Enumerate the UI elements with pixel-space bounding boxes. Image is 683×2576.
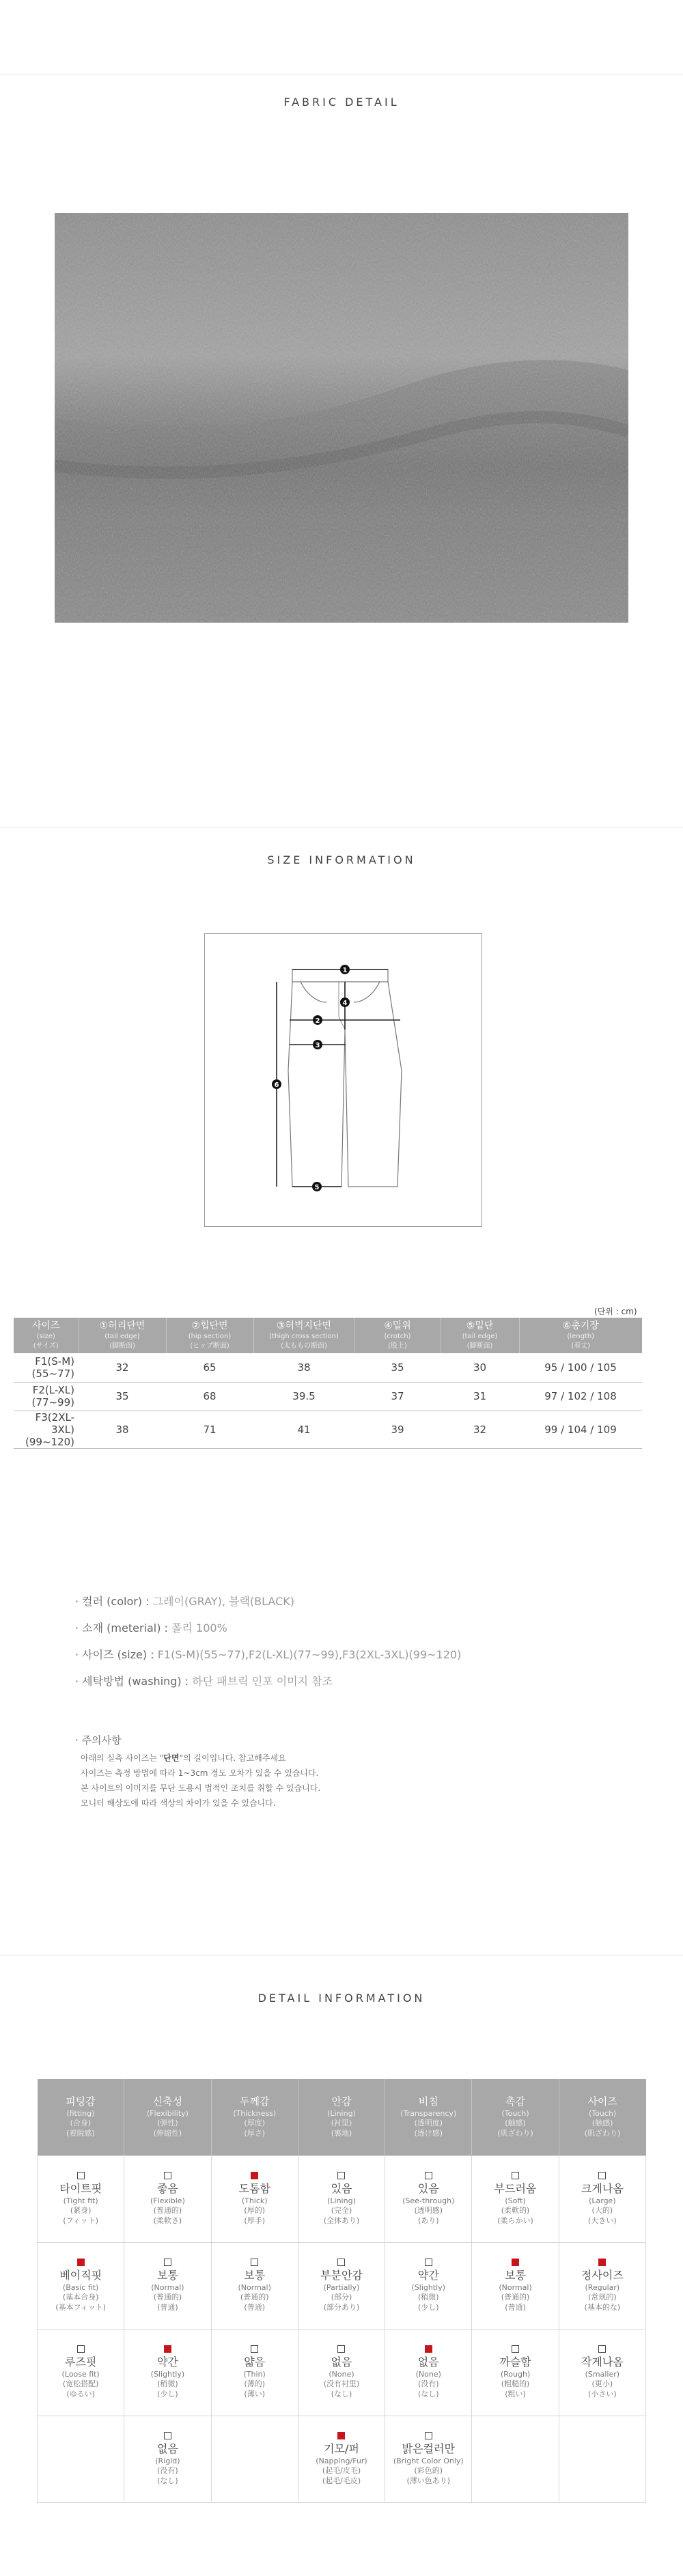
option-translation: (小さい) bbox=[588, 2389, 617, 2398]
option-translation: (基本フィット) bbox=[55, 2302, 106, 2312]
option-translation: (あり) bbox=[417, 2216, 439, 2225]
checked-checkbox bbox=[251, 2172, 258, 2179]
size-table bbox=[14, 1318, 642, 1449]
detail-cell bbox=[211, 2416, 298, 2502]
option-translation: (普通) bbox=[505, 2302, 526, 2312]
detail-header-transparency: 비침 (Transparency) (透明度) (透け感) bbox=[385, 2079, 472, 2155]
unchecked-checkbox bbox=[337, 2345, 345, 2353]
option-label: 보통 bbox=[156, 2269, 178, 2282]
hip-value: 71 bbox=[166, 1411, 253, 1448]
detail-cell bbox=[298, 2155, 385, 2242]
option-translation: (Slightly) bbox=[411, 2282, 446, 2292]
spec-color: · 컬러 (color) : 그레이(GRAY), 블랙(BLACK) bbox=[75, 1595, 294, 1608]
option-label: 보통 bbox=[244, 2269, 266, 2282]
size-table-header bbox=[14, 1318, 642, 1353]
detail-cell bbox=[211, 2329, 298, 2416]
option-label: 도톰함 bbox=[238, 2182, 270, 2196]
option-translation: (柔軟的) bbox=[501, 2206, 530, 2216]
option-translation: (少し) bbox=[417, 2302, 439, 2312]
checked-checkbox bbox=[512, 2259, 519, 2266]
option-translation: (Loose fit) bbox=[61, 2369, 100, 2379]
detail-information-title: DETAIL INFORMATION bbox=[257, 1992, 426, 2005]
option-label: 약간 bbox=[417, 2269, 439, 2282]
option-translation: (Large) bbox=[589, 2196, 616, 2205]
option-label: 약간 bbox=[156, 2355, 178, 2369]
unchecked-checkbox bbox=[512, 2172, 519, 2179]
option-translation: (薄的) bbox=[244, 2379, 265, 2389]
header-hem: ⑤밑단 (tail edge) (脚断面) bbox=[441, 1318, 519, 1353]
detail-cell bbox=[124, 2416, 211, 2502]
detail-cell bbox=[559, 2242, 645, 2329]
detail-cell bbox=[124, 2155, 211, 2242]
option-translation: (Flexible) bbox=[150, 2196, 185, 2205]
option-label: 없음 bbox=[331, 2355, 352, 2369]
thigh-value: 39.5 bbox=[253, 1382, 354, 1411]
header-waist: ①허리단면 (tail edge) (脚断面) bbox=[79, 1318, 166, 1353]
option-translation: (None) bbox=[415, 2369, 441, 2379]
option-label: 없음 bbox=[417, 2355, 439, 2369]
option-translation: (基本合身) bbox=[62, 2293, 99, 2302]
option-translation: (稍微) bbox=[157, 2379, 178, 2389]
option-translation: (Partially) bbox=[323, 2282, 360, 2292]
detail-cell bbox=[385, 2329, 472, 2416]
unchecked-checkbox bbox=[164, 2172, 171, 2179]
pants-measurement-diagram bbox=[204, 933, 482, 1227]
marker-5: 5 bbox=[314, 1184, 320, 1191]
unchecked-checkbox bbox=[337, 2172, 345, 2179]
option-label: 작게나옴 bbox=[581, 2355, 624, 2369]
marker-2: 2 bbox=[315, 1017, 320, 1025]
unchecked-checkbox bbox=[425, 2172, 432, 2179]
unchecked-checkbox bbox=[598, 2172, 606, 2179]
option-label: 좋음 bbox=[156, 2182, 178, 2196]
header-size: 사이즈 (size) (サイズ) bbox=[14, 1318, 79, 1353]
spec-washing: · 세탁방법 (washing) : 하단 패브릭 인포 이미지 참조 bbox=[75, 1675, 333, 1688]
unchecked-checkbox bbox=[77, 2172, 85, 2179]
rise-value: 35 bbox=[354, 1353, 441, 1382]
detail-table bbox=[37, 2079, 646, 2503]
option-translation: (Lining) bbox=[327, 2196, 356, 2205]
option-translation: (Napping/Fur) bbox=[316, 2456, 367, 2465]
option-translation: (柔らかい) bbox=[497, 2216, 533, 2225]
option-translation: (彩色的) bbox=[414, 2466, 443, 2476]
option-translation: (大的) bbox=[591, 2206, 613, 2216]
fabric-detail-title: FABRIC DETAIL bbox=[283, 96, 400, 109]
option-label: 보통 bbox=[505, 2269, 526, 2282]
option-translation: (没有) bbox=[157, 2466, 178, 2476]
option-label: 정사이즈 bbox=[581, 2269, 624, 2282]
unchecked-checkbox bbox=[251, 2345, 258, 2353]
detail-cell bbox=[559, 2329, 645, 2416]
detail-cell bbox=[385, 2155, 472, 2242]
section-divider bbox=[0, 827, 683, 828]
length-value: 99 / 104 / 109 bbox=[519, 1411, 642, 1448]
option-translation: (稍微) bbox=[417, 2293, 439, 2302]
checked-checkbox bbox=[598, 2259, 606, 2266]
waist-value: 35 bbox=[79, 1382, 166, 1411]
marker-6: 6 bbox=[274, 1081, 279, 1089]
spec-material: · 소재 (meterial) : 폴리 100% bbox=[75, 1622, 227, 1634]
unchecked-checkbox bbox=[164, 2432, 171, 2439]
unit-label: (단위 : cm) bbox=[594, 1307, 637, 1316]
option-translation: (None) bbox=[329, 2369, 354, 2379]
option-translation: (Normal) bbox=[238, 2282, 271, 2292]
option-translation: (ゆるい) bbox=[66, 2389, 95, 2398]
detail-cell bbox=[385, 2242, 472, 2329]
detail-header-touch: 촉감 (Touch) (触感) (肌ざわり) bbox=[472, 2079, 559, 2155]
table-row bbox=[14, 1382, 642, 1411]
option-translation: (厚的) bbox=[244, 2206, 265, 2216]
thigh-value: 38 bbox=[253, 1353, 354, 1382]
detail-cell bbox=[559, 2416, 645, 2502]
unchecked-checkbox bbox=[337, 2259, 345, 2266]
detail-cell bbox=[211, 2242, 298, 2329]
option-translation: (粗い) bbox=[505, 2389, 526, 2398]
detail-cell bbox=[38, 2155, 124, 2242]
option-translation: (なし) bbox=[157, 2476, 178, 2485]
hem-value: 30 bbox=[441, 1353, 519, 1382]
detail-cell bbox=[38, 2329, 124, 2416]
detail-header-lining: 안감 (Lining) (衬里) (裏地) bbox=[298, 2079, 385, 2155]
option-translation: (紧身) bbox=[70, 2206, 92, 2216]
header-hip: ②힙단면 (hip section) (ヒップ断面) bbox=[166, 1318, 253, 1353]
option-translation: (起毛/毛皮) bbox=[322, 2476, 361, 2485]
option-translation: (薄い) bbox=[244, 2389, 265, 2398]
hip-value: 68 bbox=[166, 1382, 253, 1411]
option-translation: (没有) bbox=[417, 2379, 439, 2389]
unchecked-checkbox bbox=[598, 2345, 606, 2353]
fabric-image bbox=[55, 213, 628, 623]
checked-checkbox bbox=[337, 2432, 345, 2439]
option-translation: (普通的) bbox=[240, 2293, 269, 2302]
unchecked-checkbox bbox=[251, 2259, 258, 2266]
option-translation: (Regular) bbox=[585, 2282, 620, 2292]
option-translation: (Normal) bbox=[499, 2282, 532, 2292]
detail-cell bbox=[298, 2242, 385, 2329]
option-label: 없음 bbox=[156, 2442, 178, 2456]
detail-header-flexibility: 신축성 (Flexibility) (弹性) (伸縮性) bbox=[124, 2079, 211, 2155]
detail-cell bbox=[298, 2329, 385, 2416]
option-label: 까슬함 bbox=[499, 2355, 531, 2369]
detail-cell bbox=[472, 2416, 559, 2502]
size-name: F3(2XL-3XL)(99~120) bbox=[14, 1411, 79, 1448]
notice-title: · 주의사항 bbox=[75, 1734, 122, 1746]
option-label: 크게나옴 bbox=[581, 2182, 624, 2196]
detail-table-header bbox=[38, 2079, 646, 2155]
option-translation: (部分あり) bbox=[323, 2302, 360, 2312]
option-translation: (普通的) bbox=[153, 2206, 182, 2216]
detail-cell bbox=[211, 2155, 298, 2242]
option-label: 있음 bbox=[331, 2182, 352, 2196]
unchecked-checkbox bbox=[425, 2259, 432, 2266]
size-name: F1(S-M)(55~77) bbox=[14, 1353, 79, 1382]
marker-1: 1 bbox=[342, 967, 348, 974]
option-translation: (Thick) bbox=[241, 2196, 268, 2205]
hip-value: 65 bbox=[166, 1353, 253, 1382]
length-value: 95 / 100 / 105 bbox=[519, 1353, 642, 1382]
option-translation: (Basic fit) bbox=[62, 2282, 99, 2292]
detail-cell bbox=[124, 2242, 211, 2329]
option-translation: (全体あり) bbox=[323, 2216, 360, 2225]
spec-size: · 사이즈 (size) : F1(S-M)(55~77),F2(L-XL)(77~99),F3(2XL-3XL)(99~120) bbox=[75, 1648, 462, 1661]
option-translation: (フィット) bbox=[63, 2216, 98, 2225]
rise-value: 37 bbox=[354, 1382, 441, 1411]
option-label: 부분안감 bbox=[320, 2269, 363, 2282]
option-translation: (Slightly) bbox=[150, 2369, 185, 2379]
option-translation: (Bright Color Only) bbox=[393, 2456, 464, 2465]
table-row bbox=[38, 2155, 646, 2242]
header-length: ⑥총기장 (length) (着丈) bbox=[519, 1318, 642, 1353]
table-row bbox=[14, 1411, 642, 1448]
header-thigh: ③허벅지단면 (thigh cross section) (太ももの断面) bbox=[253, 1318, 354, 1353]
detail-cell bbox=[38, 2416, 124, 2502]
option-label: 타이트핏 bbox=[59, 2182, 102, 2196]
option-translation: (薄い色あり) bbox=[406, 2476, 451, 2485]
marker-3: 3 bbox=[315, 1042, 320, 1049]
detail-cell bbox=[472, 2242, 559, 2329]
unchecked-checkbox bbox=[77, 2345, 85, 2353]
option-translation: (完全) bbox=[331, 2206, 352, 2216]
hem-value: 31 bbox=[441, 1382, 519, 1411]
waist-value: 38 bbox=[79, 1411, 166, 1448]
option-translation: (柔軟さ) bbox=[153, 2216, 182, 2225]
option-translation: (なし) bbox=[331, 2389, 352, 2398]
marker-4: 4 bbox=[342, 1000, 348, 1007]
detail-cell bbox=[298, 2416, 385, 2502]
option-label: 얇음 bbox=[244, 2355, 266, 2369]
option-label: 기모/퍼 bbox=[324, 2442, 359, 2456]
option-translation: (普通) bbox=[244, 2302, 265, 2312]
option-translation: (Soft) bbox=[505, 2196, 526, 2205]
hem-value: 32 bbox=[441, 1411, 519, 1448]
option-label: 있음 bbox=[417, 2182, 439, 2196]
option-translation: (Rigid) bbox=[155, 2456, 180, 2465]
table-row bbox=[38, 2416, 646, 2502]
option-translation: (透明感) bbox=[414, 2206, 443, 2216]
option-translation: (基本的な) bbox=[584, 2302, 621, 2312]
option-label: 루즈핏 bbox=[64, 2355, 97, 2369]
option-translation: (厚手) bbox=[244, 2216, 265, 2225]
notice-text: 아래의 실측 사이즈는 "단면"의 길이입니다. 참고해주세요 사이즈는 측정 방법에 따라 1~3cm 정도 오차가 있을 수 있습니다. 본 사이트의 이미지를 무단 도용시 법적인 조치를 취할 수 있습니다. 모니터 해상도에 따라 색상의 차이가 있을 수 있습니다. bbox=[81, 1753, 321, 1808]
size-information-title: SIZE INFORMATION bbox=[267, 853, 416, 866]
size-name: F2(L-XL)(77~99) bbox=[14, 1382, 79, 1411]
detail-header-size: 사이즈 (Touch) (触感) (肌ざわり) bbox=[559, 2079, 645, 2155]
detail-cell bbox=[559, 2155, 645, 2242]
option-translation: (Normal) bbox=[151, 2282, 184, 2292]
option-label: 베이직핏 bbox=[59, 2269, 102, 2282]
option-translation: (普通的) bbox=[153, 2293, 182, 2302]
option-label: 부드러움 bbox=[494, 2182, 537, 2196]
table-row bbox=[38, 2242, 646, 2329]
unchecked-checkbox bbox=[164, 2259, 171, 2266]
detail-cell bbox=[385, 2416, 472, 2502]
detail-cell bbox=[472, 2329, 559, 2416]
option-translation: (没有衬里) bbox=[323, 2379, 360, 2389]
option-label: 밝은컬러만 bbox=[402, 2442, 455, 2456]
option-translation: (宽松搭配) bbox=[62, 2379, 99, 2389]
header-rise: ④밑위 (crotch) (股上) bbox=[354, 1318, 441, 1353]
option-translation: (普通) bbox=[157, 2302, 178, 2312]
detail-header-fitting: 피팅감 (fitting) (合身) (着脱感) bbox=[38, 2079, 124, 2155]
rise-value: 39 bbox=[354, 1411, 441, 1448]
table-row bbox=[14, 1353, 642, 1382]
detail-cell bbox=[472, 2155, 559, 2242]
option-translation: (See-through) bbox=[402, 2196, 455, 2205]
checked-checkbox bbox=[425, 2345, 432, 2353]
checked-checkbox bbox=[164, 2345, 171, 2353]
length-value: 97 / 102 / 108 bbox=[519, 1382, 642, 1411]
unchecked-checkbox bbox=[512, 2345, 519, 2353]
option-translation: (粗糙的) bbox=[501, 2379, 530, 2389]
option-translation: (Tight fit) bbox=[63, 2196, 98, 2205]
option-translation: (部分) bbox=[331, 2293, 352, 2302]
checked-checkbox bbox=[77, 2259, 85, 2266]
waist-value: 32 bbox=[79, 1353, 166, 1382]
option-translation: (大きい) bbox=[588, 2216, 617, 2225]
detail-cell bbox=[124, 2329, 211, 2416]
option-translation: (Rough) bbox=[500, 2369, 531, 2379]
option-translation: (普通的) bbox=[501, 2293, 530, 2302]
detail-header-thickness: 두께감 (Thickness) (厚度) (厚さ) bbox=[211, 2079, 298, 2155]
option-translation: (Smaller) bbox=[585, 2369, 620, 2379]
option-translation: (なし) bbox=[417, 2389, 439, 2398]
thigh-value: 41 bbox=[253, 1411, 354, 1448]
option-translation: (常规的) bbox=[588, 2293, 617, 2302]
option-translation: (起毛/皮毛) bbox=[322, 2466, 361, 2476]
table-row bbox=[38, 2329, 646, 2416]
unchecked-checkbox bbox=[425, 2432, 432, 2439]
option-translation: (少し) bbox=[157, 2389, 178, 2398]
option-translation: (Thin) bbox=[243, 2369, 266, 2379]
option-translation: (更小) bbox=[591, 2379, 613, 2389]
detail-cell bbox=[38, 2242, 124, 2329]
